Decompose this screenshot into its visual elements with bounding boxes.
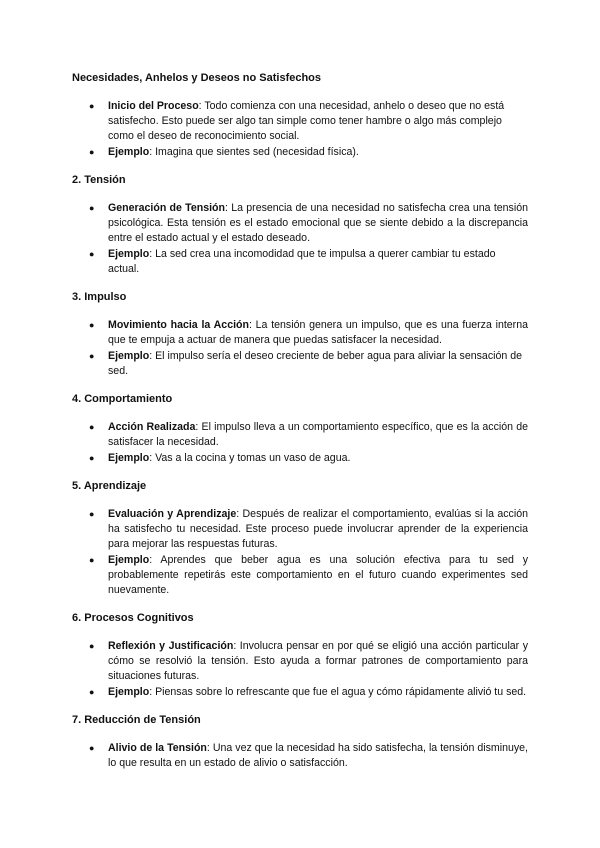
bullet-icon: ● <box>89 509 95 519</box>
section-tension <box>72 173 528 277</box>
section-heading: 7. Reducción de Tensión <box>72 714 201 726</box>
bullet-icon: ● <box>89 320 95 330</box>
section-heading: 4. Comportamiento <box>72 393 173 405</box>
list-item <box>72 318 528 348</box>
bullet-list <box>72 318 528 379</box>
bullet-icon: ● <box>89 249 95 259</box>
section-aprendizaje <box>72 479 528 598</box>
item-text: : El impulso lleva a un comportamiento específico, que es la acción de satisfacer la necesidad. <box>108 421 528 448</box>
item-term: Ejemplo <box>108 554 150 566</box>
bullet-list <box>72 639 528 700</box>
bullet-icon: ● <box>89 641 95 651</box>
item-term: Acción Realizada <box>108 421 196 433</box>
list-item <box>72 349 528 379</box>
section-heading: 2. Tensión <box>72 174 126 186</box>
bullet-icon: ● <box>89 453 95 463</box>
item-text: : Después de realizar el comportamiento, evalúas si la acción ha satisfecho tu necesidad. Este proceso puede involucrar aprender de la experiencia para mejorar las respuestas futuras. <box>108 508 528 550</box>
list-item <box>72 201 528 246</box>
bullet-icon: ● <box>89 147 95 157</box>
section-impulso <box>72 290 528 379</box>
list-item <box>72 639 528 684</box>
item-term: Ejemplo <box>108 146 150 158</box>
item-text: : El impulso sería el deseo creciente de beber agua para aliviar la sensación de sed. <box>108 350 522 377</box>
item-text: : Todo comienza con una necesidad, anhelo o deseo que no está satisfecho. Esto puede ser algo tan simple como tener hambre o algo más complejo como el deseo de reconocimiento social. <box>108 100 505 142</box>
bullet-list <box>72 99 528 160</box>
item-text: : Vas a la cocina y tomas un vaso de agua. <box>149 452 351 464</box>
item-term: Ejemplo <box>108 686 150 698</box>
section-heading: 3. Impulso <box>72 291 127 303</box>
section-heading: 6. Procesos Cognitivos <box>72 612 194 624</box>
bullet-icon: ● <box>89 687 95 697</box>
bullet-list <box>72 741 528 771</box>
item-term: Ejemplo <box>108 248 150 260</box>
item-text: : La tensión genera un impulso, que es una fuerza interna que te empuja a actuar de manera que puedas satisfacer la necesidad. <box>108 319 528 346</box>
item-text: : Aprendes que beber agua es una solución efectiva para tu sed y probablemente repetirás este comportamiento en el futuro cuando experimentes sed nuevamente. <box>108 554 528 596</box>
item-term: Evaluación y Aprendizaje <box>108 508 237 520</box>
item-text: : La presencia de una necesidad no satisfecha crea una tensión psicológica. Esta tensión es el estado emocional que se siente debido a la discrepancia entre el estado actual y el estado deseado. <box>108 202 528 244</box>
item-term: Movimiento hacia la Acción <box>108 319 249 331</box>
list-item <box>72 451 528 466</box>
list-item <box>72 553 528 598</box>
section-heading: 5. Aprendizaje <box>72 480 147 492</box>
list-item <box>72 685 528 700</box>
item-term: Generación de Tensión <box>108 202 226 214</box>
item-term: Inicio del Proceso <box>108 100 199 112</box>
bullet-icon: ● <box>89 351 95 361</box>
item-text: : La sed crea una incomodidad que te impulsa a querer cambiar tu estado actual. <box>108 248 496 275</box>
section-necesidades <box>72 71 528 160</box>
item-term: Ejemplo <box>108 452 150 464</box>
bullet-list <box>72 420 528 466</box>
bullet-list <box>72 507 528 598</box>
item-text: : Imagina que sientes sed (necesidad física). <box>149 146 359 158</box>
bullet-list <box>72 201 528 277</box>
item-term: Ejemplo <box>108 350 150 362</box>
item-text: : Involucra pensar en por qué se eligió una acción particular y cómo se resolvió la tensión. Esto ayuda a formar patrones de comportamiento para situaciones futuras. <box>108 640 529 682</box>
item-term: Reflexión y Justificación <box>108 640 234 652</box>
bullet-icon: ● <box>89 422 95 432</box>
section-procesos-cognitivos <box>72 611 528 700</box>
bullet-icon: ● <box>89 743 95 753</box>
list-item <box>72 247 528 277</box>
list-item <box>72 741 528 771</box>
bullet-icon: ● <box>89 101 95 111</box>
list-item <box>72 420 528 450</box>
section-reduccion-tension <box>72 713 528 771</box>
list-item <box>72 145 528 160</box>
list-item <box>72 507 528 552</box>
item-text: : Piensas sobre lo refrescante que fue el agua y cómo rápidamente alivió tu sed. <box>149 686 527 698</box>
section-heading: Necesidades, Anhelos y Deseos no Satisfechos <box>72 72 322 84</box>
bullet-icon: ● <box>89 555 95 565</box>
list-item <box>72 99 528 144</box>
bullet-icon: ● <box>89 203 95 213</box>
item-term: Alivio de la Tensión <box>108 742 207 754</box>
item-text: : Una vez que la necesidad ha sido satisfecha, la tensión disminuye, lo que resulta en un estado de alivio o satisfacción. <box>108 742 529 769</box>
section-comportamiento <box>72 392 528 466</box>
